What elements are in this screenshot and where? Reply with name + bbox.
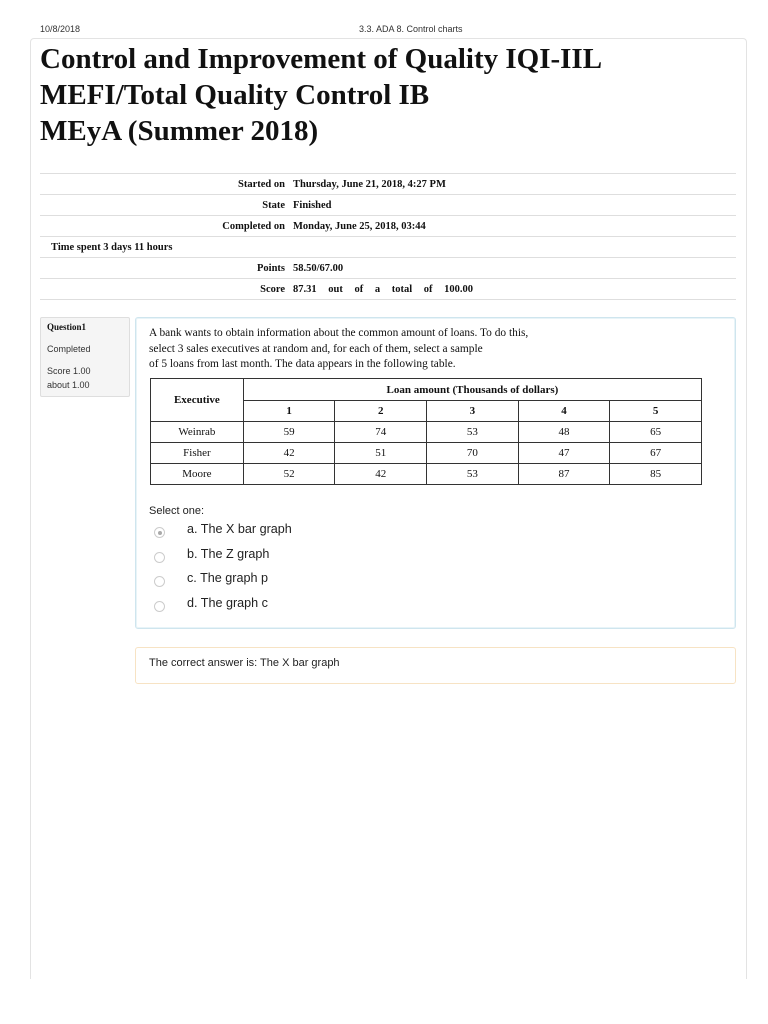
question-text-line: of 5 loans from last month. The data appears in the following table.	[149, 358, 456, 370]
summary-label: Score	[260, 283, 285, 295]
print-header	[40, 24, 730, 38]
summary-label: Points	[256, 262, 285, 274]
column-header: 3	[427, 401, 519, 422]
radio-button[interactable]	[154, 576, 165, 587]
course-title-line: MEyA (Summer 2018)	[40, 115, 319, 147]
summary-row-time-spent	[40, 237, 736, 258]
table-cell: 87	[518, 464, 610, 485]
answer-label[interactable]: a. The X bar graph	[187, 522, 292, 536]
column-header: 4	[518, 401, 610, 422]
table-cell: 48	[518, 422, 610, 443]
score-total: 100.00	[444, 283, 474, 295]
print-page-title: 3.3. ADA 8. Control charts	[359, 24, 463, 34]
course-title-line: Control and Improvement of Quality IQI-IIL	[40, 43, 603, 75]
summary-row-score	[40, 279, 736, 300]
summary-value: 58.50/67.00	[293, 262, 344, 274]
row-executive: Weinrab	[151, 422, 244, 443]
score-word: a	[374, 283, 381, 295]
loan-data-table	[150, 378, 702, 485]
answer-label[interactable]: c. The graph p	[187, 571, 268, 585]
radio-button[interactable]	[154, 552, 165, 563]
score-word: of	[423, 283, 433, 295]
score-word: out	[328, 283, 343, 295]
select-one-prompt: Select one:	[149, 505, 205, 517]
summary-label: State	[262, 199, 285, 211]
question-state: Completed	[47, 344, 91, 354]
radio-button[interactable]	[154, 601, 165, 612]
summary-value: Thursday, June 21, 2018, 4:27 PM	[293, 178, 446, 190]
score-word: total	[391, 283, 413, 295]
answer-label[interactable]: d. The graph c	[187, 595, 268, 610]
question-text-line: select 3 sales executives at random and, for each of them, select a sample	[149, 342, 483, 355]
summary-row-points	[40, 258, 736, 279]
table-header-row	[151, 379, 702, 401]
summary-label: Completed on	[222, 220, 285, 232]
row-executive: Fisher	[151, 443, 244, 464]
row-executive: Moore	[151, 464, 244, 485]
table-row	[151, 464, 702, 485]
column-header: 5	[610, 401, 702, 422]
column-header: 2	[335, 401, 427, 422]
table-row	[151, 422, 702, 443]
answer-label[interactable]: b. The Z graph	[187, 546, 270, 561]
summary-value: Finished	[293, 199, 332, 211]
correct-answer-text: The correct answer is: The X bar graph	[149, 657, 340, 669]
question-formulation	[135, 317, 736, 629]
course-title-line: MEFI/Total Quality Control IB	[40, 79, 430, 111]
table-cell: 42	[243, 443, 335, 464]
grade-line: about 1.00	[47, 380, 90, 390]
summary-row-state	[40, 195, 736, 216]
question-text	[149, 326, 709, 373]
table-cell: 47	[518, 443, 610, 464]
table-cell: 85	[610, 464, 702, 485]
table-cell: 42	[335, 464, 427, 485]
table-cell: 70	[427, 443, 519, 464]
summary-row-started	[40, 174, 736, 195]
column-header-executive: Executive	[151, 379, 244, 422]
summary-value	[293, 279, 736, 300]
radio-button-checked[interactable]	[154, 527, 165, 538]
question-number: Question1	[47, 322, 87, 332]
attempt-summary-table	[40, 173, 736, 300]
score-word: of	[354, 283, 364, 295]
grade-line: Score 1.00	[47, 366, 91, 376]
question-grade	[47, 364, 91, 392]
summary-label: Started on	[238, 178, 285, 190]
feedback-box	[135, 647, 736, 684]
table-cell: 51	[335, 443, 427, 464]
question-text-line: A bank wants to obtain information about the common amount of loans. To do this,	[149, 327, 529, 339]
table-cell: 59	[243, 422, 335, 443]
summary-row-completed	[40, 216, 736, 237]
table-cell: 53	[427, 464, 519, 485]
question-info-panel	[40, 317, 130, 397]
summary-value: Time spent 3 days 11 hours	[51, 241, 173, 253]
print-date: 10/8/2018	[40, 24, 81, 34]
column-group-header: Loan amount (Thousands of dollars)	[243, 379, 701, 401]
table-cell: 74	[335, 422, 427, 443]
table-cell: 52	[243, 464, 335, 485]
table-cell: 53	[427, 422, 519, 443]
table-cell: 65	[610, 422, 702, 443]
summary-value: Monday, June 25, 2018, 03:44	[293, 220, 426, 232]
course-title	[40, 41, 730, 149]
table-row	[151, 443, 702, 464]
table-cell: 67	[610, 443, 702, 464]
column-header: 1	[243, 401, 335, 422]
score-value: 87.31	[293, 283, 317, 295]
